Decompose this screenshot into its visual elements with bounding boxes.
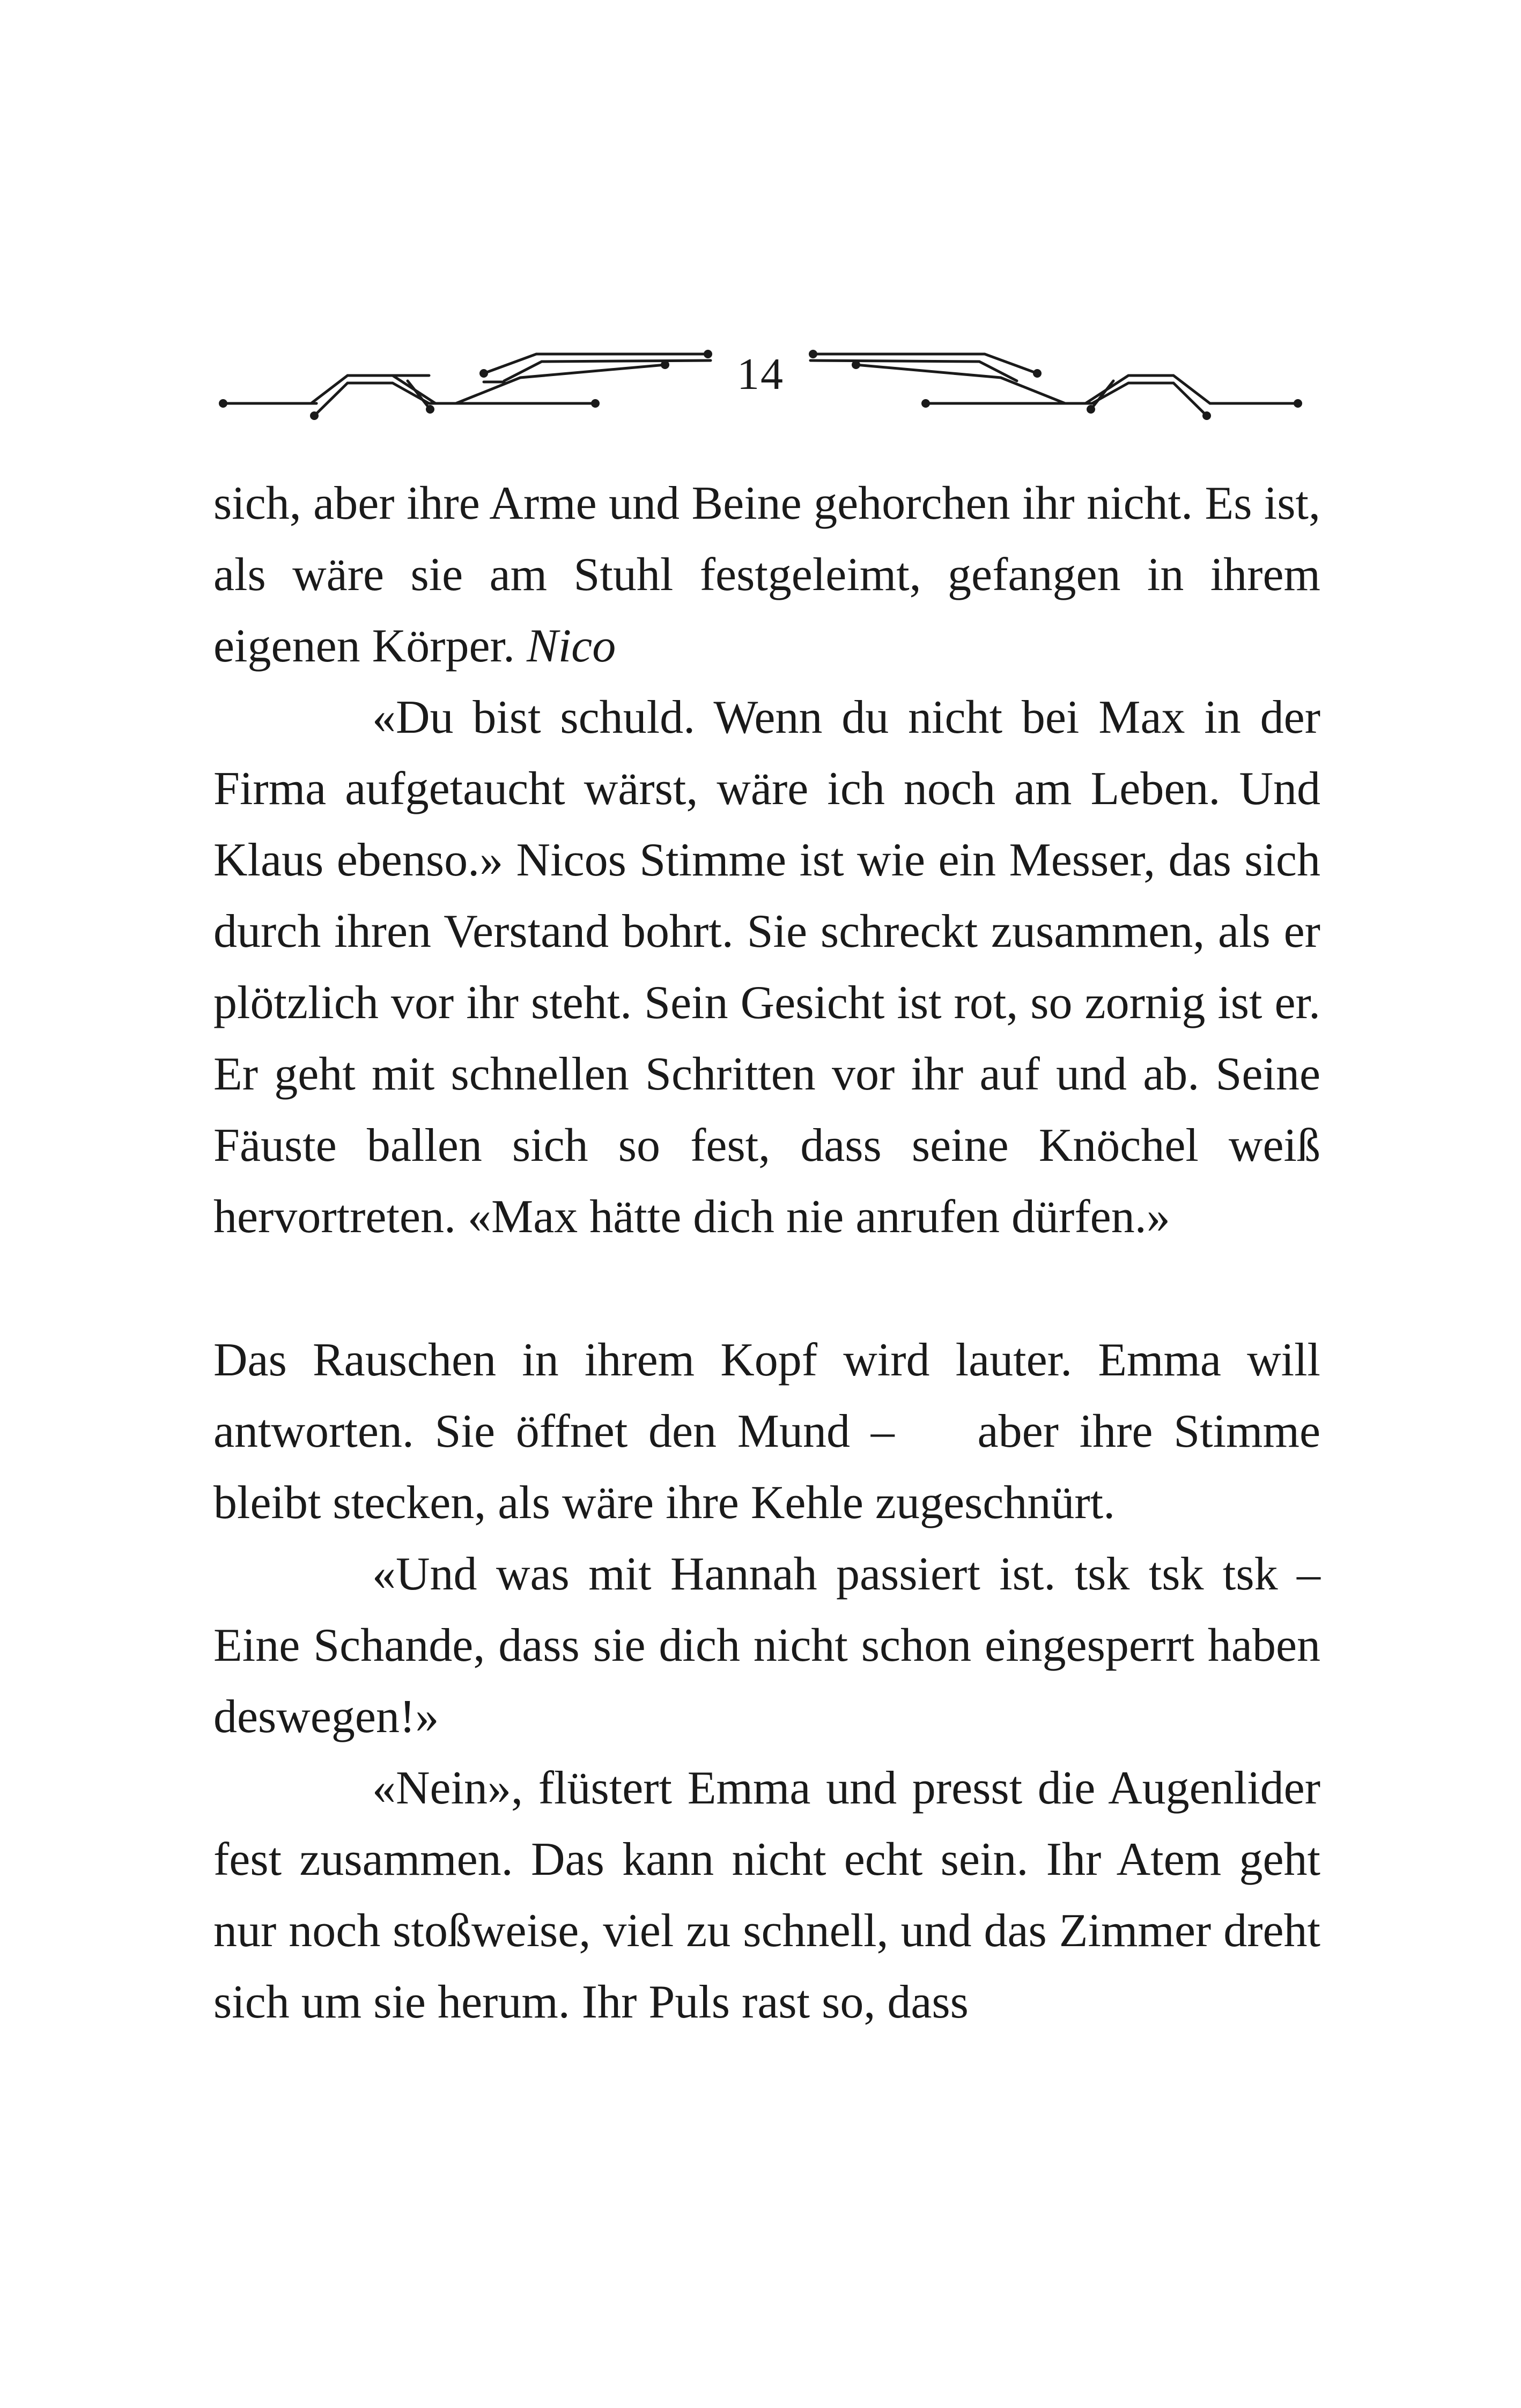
paragraph-5: «Nein», flüstert Emma und presst die Augenlider fest zusammen. Das kann nicht echt sein. Ihr Atem geht nur noch stoßweise, viel zu schnell, und das Zimmer dreht sich um sie herum. Ihr Puls rast so, dass: [213, 1762, 1320, 2028]
paragraph-3: Das Rauschen in ihrem Kopf wird lauter. Emma will antworten. Sie öffnet den Mund – aber ihre Stimme bleibt stecken, als wäre ihre Kehle zugeschnürt.: [213, 1334, 1332, 1529]
paragraph-1-italic: Nico: [527, 620, 616, 672]
page-header: [204, 322, 1317, 429]
body-text: [213, 468, 1332, 2038]
paragraph-2: «Du bist schuld. Wenn du nicht bei Max in der Firma aufgetaucht wärst, wäre ich noch am Leben. Und Klaus ebenso.» Nicos Stimme ist wie ein Messer, das sich durch ihren Verstand bohrt. Sie schreckt zusammen, als er plötzlich vor ihr steht. Sein Gesicht ist rot, so zornig ist er. Er geht mit schnellen Schritten vor ihr auf und ab. Seine Fäuste ballen sich so fest, dass seine Knöchel weiß hervortreten. «Max hätte dich nie anrufen dürfen.»: [213, 691, 1320, 1243]
paragraph-4: «Und was mit Hannah passiert ist. tsk tsk tsk – Eine Schande, dass sie dich nicht schon eingesperrt haben deswegen!»: [213, 1548, 1320, 1743]
page-number: 14: [737, 349, 784, 399]
paragraph-1: [213, 468, 1320, 682]
paragraph-1-text: sich, aber ihre Arme und Beine gehorchen ihr nicht. Es ist, als wäre sie am Stuhl festgeleimt, gefangen in ihrem eigenen Körper.: [213, 477, 1320, 672]
section-gap: [213, 1253, 1320, 1324]
